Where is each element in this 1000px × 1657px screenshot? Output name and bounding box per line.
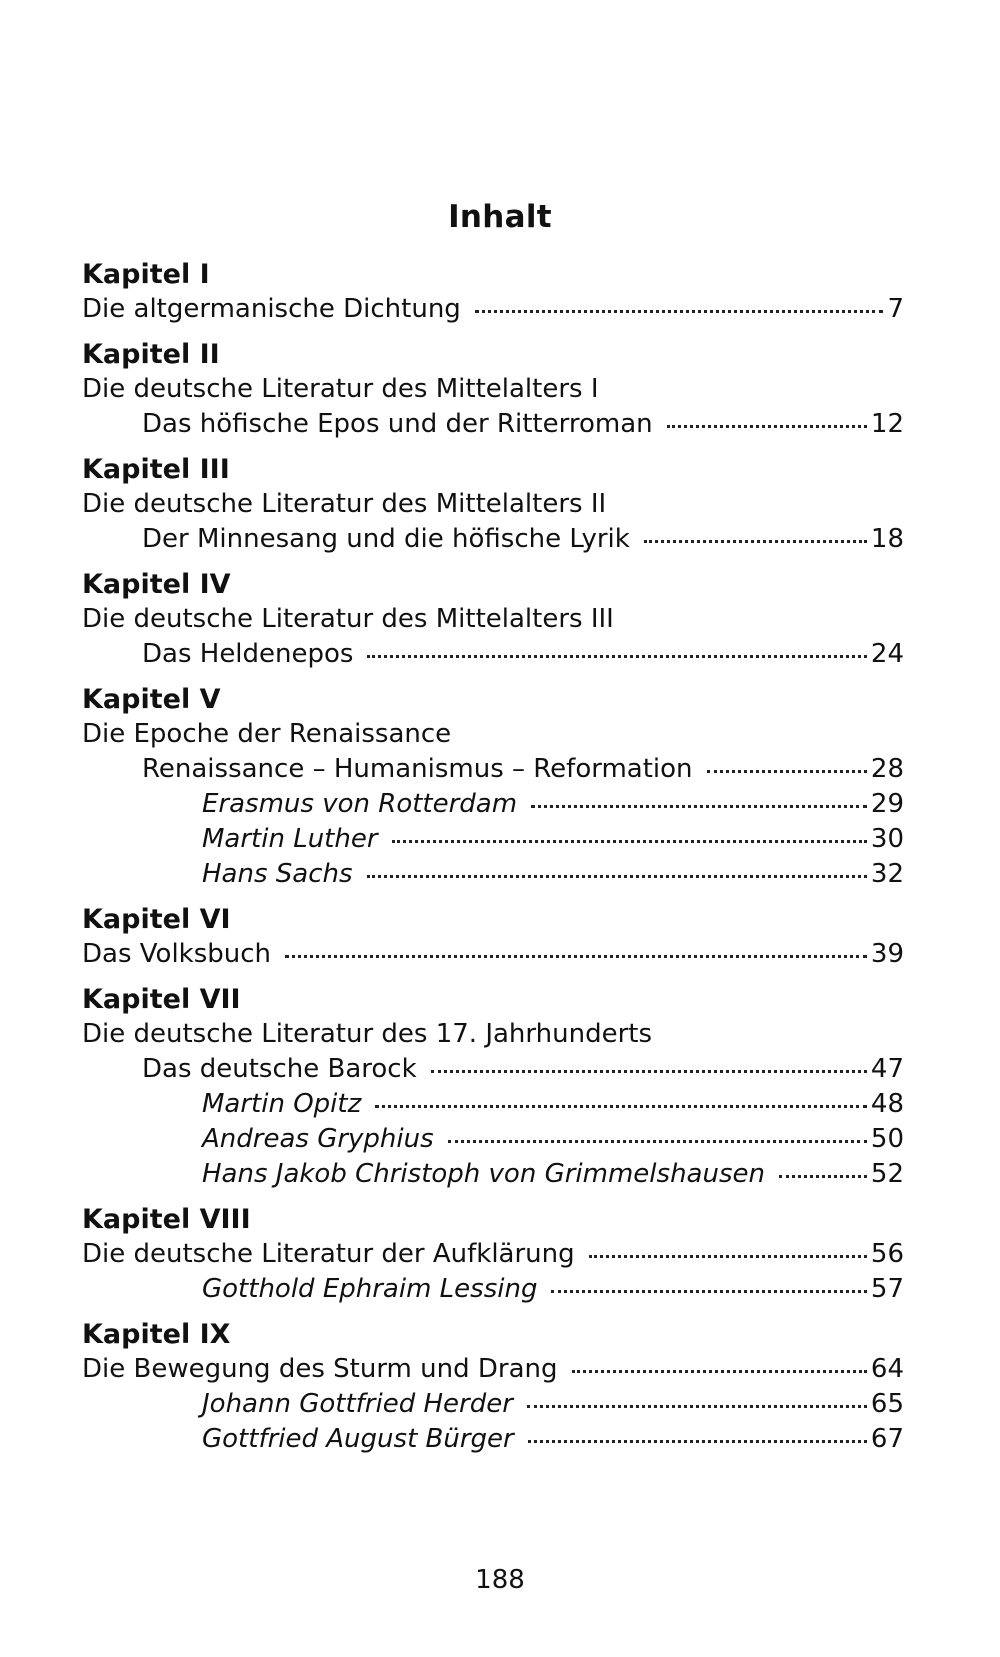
- table-of-contents: [82, 258, 904, 1468]
- toc-entry: [82, 1422, 904, 1457]
- chapter-label: Kapitel I: [82, 259, 210, 290]
- toc-entry: [82, 372, 904, 407]
- toc-entry-title: Die deutsche Literatur des Mittelalters II: [82, 489, 607, 519]
- toc-entry: [82, 602, 904, 637]
- dot-leader: [367, 655, 866, 658]
- toc-entry-title: Hans Jakob Christoph von Grimmelshausen: [202, 1159, 765, 1189]
- dot-leader: [448, 1140, 867, 1143]
- toc-entry-title: Andreas Gryphius: [202, 1124, 434, 1154]
- toc-entry: [82, 752, 904, 787]
- dot-leader: [779, 1175, 867, 1178]
- toc-entry: [82, 1157, 904, 1192]
- toc-entry-title: Die deutsche Literatur der Aufklärung: [82, 1239, 575, 1269]
- toc-entry-title: Hans Sachs: [202, 859, 353, 889]
- dot-leader: [367, 875, 867, 878]
- toc-entry-page: 28: [870, 754, 904, 784]
- dot-leader: [392, 840, 867, 843]
- chapter-section: [82, 338, 904, 442]
- toc-entry: [82, 1122, 904, 1157]
- toc-entry: [82, 292, 904, 327]
- toc-entry: [82, 937, 904, 972]
- dot-leader: [531, 805, 867, 808]
- chapter-section: [82, 1203, 904, 1307]
- toc-entry-title: Gottfried August Bürger: [202, 1424, 514, 1454]
- dot-leader: [528, 1440, 867, 1443]
- toc-entry: [82, 407, 904, 442]
- chapter-label: Kapitel IV: [82, 569, 231, 600]
- chapter-label: Kapitel VI: [82, 904, 231, 935]
- chapter-section: [82, 568, 904, 672]
- toc-entry-title: Die deutsche Literatur des 17. Jahrhunderts: [82, 1019, 653, 1049]
- dot-leader: [707, 770, 867, 773]
- chapter-label: Kapitel IX: [82, 1319, 231, 1350]
- toc-entry: [82, 1017, 904, 1052]
- chapter-section: [82, 903, 904, 972]
- toc-entry: [82, 717, 904, 752]
- toc-entry-page: 52: [870, 1159, 904, 1189]
- toc-entry-title: Das Heldenepos: [142, 639, 354, 669]
- chapter-section: [82, 453, 904, 557]
- toc-entry-title: Das höfische Epos und der Ritterroman: [142, 409, 653, 439]
- chapter-label: Kapitel III: [82, 454, 230, 485]
- dot-leader: [551, 1290, 866, 1293]
- toc-entry: [82, 857, 904, 892]
- toc-entry-page: 18: [870, 524, 904, 554]
- toc-entry: [82, 522, 904, 557]
- toc-entry-page: 56: [870, 1239, 904, 1269]
- toc-entry-title: Johann Gottfried Herder: [202, 1389, 513, 1419]
- toc-entry: [82, 822, 904, 857]
- chapter-section: [82, 683, 904, 892]
- toc-entry: [82, 1352, 904, 1387]
- toc-entry-page: 67: [870, 1424, 904, 1454]
- toc-entry: [82, 1052, 904, 1087]
- dot-leader: [644, 540, 867, 543]
- toc-entry-title: Renaissance – Humanismus – Reformation: [142, 754, 693, 784]
- toc-entry-title: Martin Opitz: [202, 1089, 362, 1119]
- chapter-label: Kapitel VIII: [82, 1204, 251, 1235]
- toc-entry-page: 12: [870, 409, 904, 439]
- toc-entry-page: 50: [870, 1124, 904, 1154]
- toc-entry-title: Das Volksbuch: [82, 939, 272, 969]
- toc-entry-title: Die deutsche Literatur des Mittelalters III: [82, 604, 614, 634]
- toc-entry-page: 29: [870, 789, 904, 819]
- dot-leader: [667, 425, 867, 428]
- toc-entry-title: Die deutsche Literatur des Mittelalters I: [82, 374, 599, 404]
- dot-leader: [589, 1255, 867, 1258]
- chapter-label: Kapitel II: [82, 339, 220, 370]
- toc-entry-page: 7: [887, 294, 904, 324]
- toc-entry-title: Das deutsche Barock: [142, 1054, 417, 1084]
- page-number: 188: [475, 1565, 525, 1595]
- toc-entry-title: Die Epoche der Renaissance: [82, 719, 452, 749]
- toc-entry-title: Die altgermanische Dichtung: [82, 294, 461, 324]
- toc-entry-title: Erasmus von Rotterdam: [202, 789, 518, 819]
- toc-entry-page: 30: [870, 824, 904, 854]
- toc-entry: [82, 637, 904, 672]
- dot-leader: [375, 1105, 867, 1108]
- chapter-label: Kapitel V: [82, 684, 221, 715]
- toc-entry-title: Der Minnesang und die höfische Lyrik: [142, 524, 630, 554]
- toc-entry-title: Gotthold Ephraim Lessing: [202, 1274, 538, 1304]
- toc-entry-title: Martin Luther: [202, 824, 378, 854]
- toc-entry-page: 48: [870, 1089, 904, 1119]
- toc-entry-page: 24: [870, 639, 904, 669]
- chapter-section: [82, 1318, 904, 1457]
- chapter-section: [82, 258, 904, 327]
- dot-leader: [527, 1405, 867, 1408]
- toc-entry: [82, 1272, 904, 1307]
- toc-entry: [82, 1087, 904, 1122]
- dot-leader: [431, 1070, 867, 1073]
- toc-entry-page: 64: [870, 1354, 904, 1384]
- toc-entry: [82, 1387, 904, 1422]
- toc-entry-page: 39: [870, 939, 904, 969]
- toc-entry-page: 65: [870, 1389, 904, 1419]
- dot-leader: [572, 1370, 867, 1373]
- toc-entry-page: 57: [870, 1274, 904, 1304]
- chapter-section: [82, 983, 904, 1192]
- toc-entry-title: Die Bewegung des Sturm und Drang: [82, 1354, 558, 1384]
- toc-entry: [82, 487, 904, 522]
- toc-entry-page: 47: [870, 1054, 904, 1084]
- page-title: Inhalt: [448, 199, 552, 235]
- toc-entry-page: 32: [870, 859, 904, 889]
- dot-leader: [475, 310, 884, 313]
- dot-leader: [285, 955, 867, 958]
- toc-entry: [82, 1237, 904, 1272]
- chapter-label: Kapitel VII: [82, 984, 241, 1015]
- toc-entry: [82, 787, 904, 822]
